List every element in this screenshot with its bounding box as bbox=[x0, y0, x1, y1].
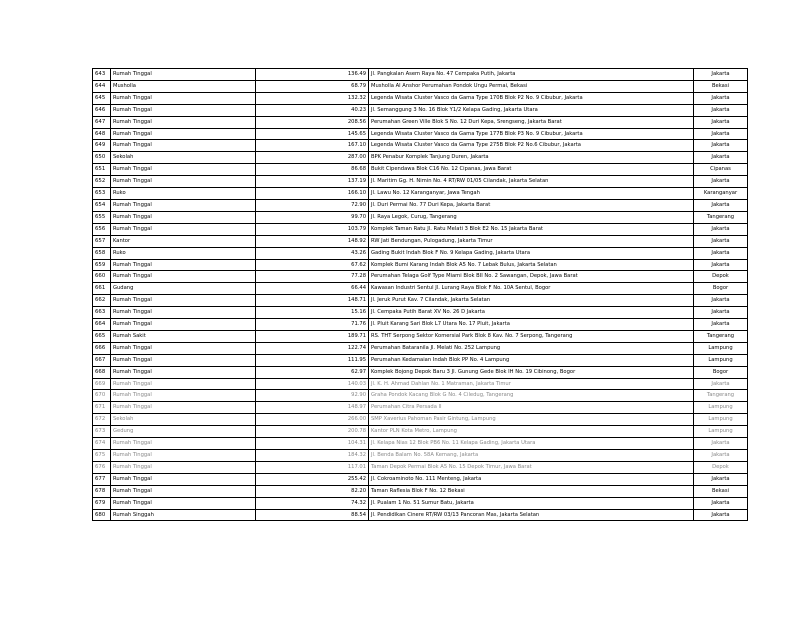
table-row bbox=[93, 426, 748, 438]
city-cell: Jakarta bbox=[694, 128, 748, 140]
row-number-cell: 650 bbox=[93, 152, 111, 164]
city-cell: Jakarta bbox=[694, 104, 748, 116]
table-row bbox=[93, 211, 748, 223]
address-cell: Jl. Semanggung 3 No. 16 Blok Y1/2 Kelapa Gading, Jakarta Utara bbox=[369, 104, 694, 116]
row-number-cell: 670 bbox=[93, 390, 111, 402]
building-type-cell: Rumah Tinggal bbox=[111, 319, 256, 331]
building-type-cell: Rumah Tinggal bbox=[111, 128, 256, 140]
building-type-cell: Rumah Tinggal bbox=[111, 438, 256, 450]
building-type-cell: Ruko bbox=[111, 247, 256, 259]
building-type-cell: Rumah Tinggal bbox=[111, 473, 256, 485]
address-cell: Kantor PLN Kota Metro, Lampung bbox=[369, 426, 694, 438]
building-type-cell: Musholla bbox=[111, 80, 256, 92]
city-cell: Bekasi bbox=[694, 80, 748, 92]
area-cell: 208.56 bbox=[256, 116, 369, 128]
city-cell: Jakarta bbox=[694, 438, 748, 450]
table-row bbox=[93, 438, 748, 450]
table-row bbox=[93, 509, 748, 521]
table-row bbox=[93, 152, 748, 164]
city-cell: Jakarta bbox=[694, 307, 748, 319]
table-row bbox=[93, 235, 748, 247]
address-cell: Komplek Bojong Depok Baru 3 Jl. Gunung Gede Blok IH No. 19 Cibinong, Bogor bbox=[369, 366, 694, 378]
city-cell: Bekasi bbox=[694, 485, 748, 497]
building-type-cell: Rumah Tinggal bbox=[111, 354, 256, 366]
city-cell: Tangerang bbox=[694, 211, 748, 223]
city-cell: Tangerang bbox=[694, 390, 748, 402]
address-cell: Jl. Cokroaminoto No. 111 Menteng, Jakarta bbox=[369, 473, 694, 485]
area-cell: 145.65 bbox=[256, 128, 369, 140]
building-type-cell: Sekolah bbox=[111, 152, 256, 164]
building-type-cell: Rumah Tinggal bbox=[111, 366, 256, 378]
city-cell: Depok bbox=[694, 271, 748, 283]
table-row bbox=[93, 414, 748, 426]
table-row bbox=[93, 247, 748, 259]
address-cell: Kawasan Industri Sentul Jl. Lurang Raya Blok F No. 10A Sentul, Bogor bbox=[369, 283, 694, 295]
building-type-cell: Rumah Tinggal bbox=[111, 497, 256, 509]
table-row bbox=[93, 402, 748, 414]
building-type-cell: Rumah Tinggal bbox=[111, 176, 256, 188]
area-cell: 88.54 bbox=[256, 509, 369, 521]
address-cell: RS. THT Serpong Sektor Komersial Park Blok 8 Kav. No. 7 Serpong, Tangerang bbox=[369, 330, 694, 342]
row-number-cell: 655 bbox=[93, 211, 111, 223]
address-cell: BPK Penabur Komplek Tanjung Duren, Jakarta bbox=[369, 152, 694, 164]
address-cell: Perumahan Green Ville Blok S No. 12 Duri Kepa, Srengseng, Jakarta Barat bbox=[369, 116, 694, 128]
row-number-cell: 654 bbox=[93, 199, 111, 211]
row-number-cell: 669 bbox=[93, 378, 111, 390]
building-type-cell: Rumah Tinggal bbox=[111, 295, 256, 307]
area-cell: 111.95 bbox=[256, 354, 369, 366]
city-cell: Jakarta bbox=[694, 116, 748, 128]
city-cell: Lampung bbox=[694, 354, 748, 366]
row-number-cell: 648 bbox=[93, 128, 111, 140]
row-number-cell: 644 bbox=[93, 80, 111, 92]
area-cell: 82.20 bbox=[256, 485, 369, 497]
city-cell: Lampung bbox=[694, 414, 748, 426]
city-cell: Jakarta bbox=[694, 247, 748, 259]
city-cell: Bogor bbox=[694, 366, 748, 378]
city-cell: Lampung bbox=[694, 426, 748, 438]
row-number-cell: 673 bbox=[93, 426, 111, 438]
area-cell: 104.31 bbox=[256, 438, 369, 450]
building-type-cell: Kantor bbox=[111, 235, 256, 247]
address-cell: Jl. Pluit Karang Sari Blok L7 Utara No. 17 Pluit, Jakarta bbox=[369, 319, 694, 331]
row-number-cell: 653 bbox=[93, 188, 111, 200]
address-cell: Jl. Lawu No. 12 Karanganyar, Jawa Tengah bbox=[369, 188, 694, 200]
row-number-cell: 645 bbox=[93, 92, 111, 104]
row-number-cell: 662 bbox=[93, 295, 111, 307]
building-type-cell: Rumah Tinggal bbox=[111, 164, 256, 176]
area-cell: 122.74 bbox=[256, 342, 369, 354]
table-row bbox=[93, 223, 748, 235]
city-cell: Jakarta bbox=[694, 69, 748, 81]
building-type-cell: Rumah Tinggal bbox=[111, 402, 256, 414]
city-cell: Jakarta bbox=[694, 473, 748, 485]
table-row bbox=[93, 295, 748, 307]
address-cell: Legenda Wisata Cluster Vasco da Gama Type 177B Blok P3 No. 9 Cibubur, Jakarta bbox=[369, 128, 694, 140]
row-number-cell: 657 bbox=[93, 235, 111, 247]
table-row bbox=[93, 366, 748, 378]
area-cell: 266.00 bbox=[256, 414, 369, 426]
area-cell: 71.76 bbox=[256, 319, 369, 331]
address-cell: Perumahan Telaga Golf Type Miami Blok BII No. 2 Sawangan, Depok, Jawa Barat bbox=[369, 271, 694, 283]
area-cell: 99.70 bbox=[256, 211, 369, 223]
address-cell: Jl. Kelapa Nias 12 Blok PB6 No. 11 Kelapa Gading, Jakarta Utara bbox=[369, 438, 694, 450]
area-cell: 43.26 bbox=[256, 247, 369, 259]
building-type-cell: Rumah Tinggal bbox=[111, 92, 256, 104]
address-cell: Musholla Al Anshor Perumahan Pondok Ungu Permai, Bekasi bbox=[369, 80, 694, 92]
city-cell: Jakarta bbox=[694, 509, 748, 521]
city-cell: Jakarta bbox=[694, 497, 748, 509]
area-cell: 148.71 bbox=[256, 295, 369, 307]
table-row bbox=[93, 176, 748, 188]
address-cell: Perumahan Citra Persada II bbox=[369, 402, 694, 414]
address-cell: Graha Pondok Kacang Blok G No. 4 Ciledug, Tangerang bbox=[369, 390, 694, 402]
address-cell: Jl. Jeruk Purut Kav. 7 Cilandak, Jakarta Selatan bbox=[369, 295, 694, 307]
building-type-cell: Rumah Tinggal bbox=[111, 378, 256, 390]
area-cell: 148.97 bbox=[256, 402, 369, 414]
row-number-cell: 652 bbox=[93, 176, 111, 188]
city-cell: Jakarta bbox=[694, 92, 748, 104]
building-type-cell: Rumah Tinggal bbox=[111, 342, 256, 354]
area-cell: 66.44 bbox=[256, 283, 369, 295]
area-cell: 184.32 bbox=[256, 450, 369, 462]
address-cell: Perumahan Bataranila Jl. Melati No. 252 Lampung bbox=[369, 342, 694, 354]
area-cell: 77.28 bbox=[256, 271, 369, 283]
address-cell: Jl. Cempaka Putih Barat XV No. 26 D Jakarta bbox=[369, 307, 694, 319]
area-cell: 117.01 bbox=[256, 461, 369, 473]
city-cell: Depok bbox=[694, 461, 748, 473]
building-type-cell: Rumah Tinggal bbox=[111, 140, 256, 152]
building-type-cell: Rumah Singgah bbox=[111, 509, 256, 521]
area-cell: 68.79 bbox=[256, 80, 369, 92]
building-type-cell: Rumah Tinggal bbox=[111, 223, 256, 235]
address-cell: Legenda Wisata Cluster Vasco da Gama Type 170B Blok P2 No. 9 Cibubur, Jakarta bbox=[369, 92, 694, 104]
row-number-cell: 680 bbox=[93, 509, 111, 521]
table-row bbox=[93, 461, 748, 473]
area-cell: 40.23 bbox=[256, 104, 369, 116]
table-row bbox=[93, 104, 748, 116]
area-cell: 72.90 bbox=[256, 199, 369, 211]
building-type-cell: Rumah Sakit bbox=[111, 330, 256, 342]
table-row bbox=[93, 92, 748, 104]
city-cell: Jakarta bbox=[694, 319, 748, 331]
city-cell: Cipanas bbox=[694, 164, 748, 176]
city-cell: Karanganyar bbox=[694, 188, 748, 200]
row-number-cell: 679 bbox=[93, 497, 111, 509]
city-cell: Lampung bbox=[694, 342, 748, 354]
building-type-cell: Rumah Tinggal bbox=[111, 461, 256, 473]
area-cell: 136.49 bbox=[256, 69, 369, 81]
row-number-cell: 667 bbox=[93, 354, 111, 366]
table-row bbox=[93, 485, 748, 497]
table-row bbox=[93, 342, 748, 354]
row-number-cell: 677 bbox=[93, 473, 111, 485]
row-number-cell: 666 bbox=[93, 342, 111, 354]
building-type-cell: Rumah Tinggal bbox=[111, 211, 256, 223]
address-cell: Taman Depok Permai Blok A5 No. 15 Depok Timur, Jawa Barat bbox=[369, 461, 694, 473]
area-cell: 67.62 bbox=[256, 259, 369, 271]
area-cell: 148.92 bbox=[256, 235, 369, 247]
building-type-cell: Rumah Tinggal bbox=[111, 390, 256, 402]
address-cell: Jl. Benda Balam No. 58A Kemang, Jakarta bbox=[369, 450, 694, 462]
project-list-table bbox=[92, 68, 748, 521]
city-cell: Jakarta bbox=[694, 152, 748, 164]
table-row bbox=[93, 164, 748, 176]
address-cell: Jl. Pangkalan Asem Raya No. 47 Cempaka Putih, Jakarta bbox=[369, 69, 694, 81]
area-cell: 86.68 bbox=[256, 164, 369, 176]
row-number-cell: 658 bbox=[93, 247, 111, 259]
table-row bbox=[93, 307, 748, 319]
city-cell: Jakarta bbox=[694, 295, 748, 307]
table-body bbox=[93, 69, 748, 521]
table-row bbox=[93, 259, 748, 271]
building-type-cell: Rumah Tinggal bbox=[111, 69, 256, 81]
building-type-cell: Rumah Tinggal bbox=[111, 485, 256, 497]
building-type-cell: Gedung bbox=[111, 426, 256, 438]
city-cell: Jakarta bbox=[694, 176, 748, 188]
row-number-cell: 674 bbox=[93, 438, 111, 450]
city-cell: Jakarta bbox=[694, 378, 748, 390]
address-cell: Jl. Raya Legok, Curug, Tangerang bbox=[369, 211, 694, 223]
area-cell: 189.71 bbox=[256, 330, 369, 342]
building-type-cell: Ruko bbox=[111, 188, 256, 200]
city-cell: Bogor bbox=[694, 283, 748, 295]
building-type-cell: Rumah Tinggal bbox=[111, 450, 256, 462]
row-number-cell: 668 bbox=[93, 366, 111, 378]
table-row bbox=[93, 140, 748, 152]
table-row bbox=[93, 354, 748, 366]
table-row bbox=[93, 450, 748, 462]
address-cell: RW Jati Bendungan, Pulogadung, Jakarta Timur bbox=[369, 235, 694, 247]
row-number-cell: 661 bbox=[93, 283, 111, 295]
address-cell: Legenda Wisata Cluster Vasco da Gama Type 275B Blok P2 No.6 Cibubur, Jakarta bbox=[369, 140, 694, 152]
address-cell: Gading Bukit Indah Blok F No. 9 Kelapa Gading, Jakarta Utara bbox=[369, 247, 694, 259]
table-row bbox=[93, 283, 748, 295]
table-row bbox=[93, 116, 748, 128]
row-number-cell: 651 bbox=[93, 164, 111, 176]
table-row bbox=[93, 390, 748, 402]
row-number-cell: 646 bbox=[93, 104, 111, 116]
row-number-cell: 665 bbox=[93, 330, 111, 342]
row-number-cell: 649 bbox=[93, 140, 111, 152]
table-row bbox=[93, 271, 748, 283]
row-number-cell: 656 bbox=[93, 223, 111, 235]
row-number-cell: 643 bbox=[93, 69, 111, 81]
building-type-cell: Sekolah bbox=[111, 414, 256, 426]
area-cell: 137.19 bbox=[256, 176, 369, 188]
area-cell: 287.00 bbox=[256, 152, 369, 164]
area-cell: 74.32 bbox=[256, 497, 369, 509]
table-row bbox=[93, 330, 748, 342]
address-cell: SMP Xaverius Pahoman Pasir Gintung, Lampung bbox=[369, 414, 694, 426]
row-number-cell: 663 bbox=[93, 307, 111, 319]
table-row bbox=[93, 378, 748, 390]
address-cell: Jl. Duri Permai No. 77 Duri Kepa, Jakarta Barat bbox=[369, 199, 694, 211]
area-cell: 140.03 bbox=[256, 378, 369, 390]
area-cell: 92.90 bbox=[256, 390, 369, 402]
address-cell: Jl. K. H. Ahmad Dahlan No. 1 Matraman, Jakarta Timur bbox=[369, 378, 694, 390]
table-row bbox=[93, 188, 748, 200]
area-cell: 167.10 bbox=[256, 140, 369, 152]
address-cell: Taman Raflesia Blok F No. 12 Bekasi bbox=[369, 485, 694, 497]
area-cell: 200.78 bbox=[256, 426, 369, 438]
area-cell: 62.97 bbox=[256, 366, 369, 378]
address-cell: Komplek Taman Ratu Jl. Ratu Melati 3 Blok E2 No. 15 Jakarta Barat bbox=[369, 223, 694, 235]
table-row bbox=[93, 128, 748, 140]
table-row bbox=[93, 69, 748, 81]
city-cell: Lampung bbox=[694, 402, 748, 414]
table-row bbox=[93, 497, 748, 509]
row-number-cell: 659 bbox=[93, 259, 111, 271]
row-number-cell: 647 bbox=[93, 116, 111, 128]
address-cell: Jl. Pualam 1 No. 51 Sumur Batu, Jakarta bbox=[369, 497, 694, 509]
table-row bbox=[93, 319, 748, 331]
city-cell: Tangerang bbox=[694, 330, 748, 342]
area-cell: 255.42 bbox=[256, 473, 369, 485]
area-cell: 15.16 bbox=[256, 307, 369, 319]
building-type-cell: Gudang bbox=[111, 283, 256, 295]
address-cell: Komplek Bumi Karang Indah Blok A5 No. 7 Lebak Bulus, Jakarta Selatan bbox=[369, 259, 694, 271]
table-row bbox=[93, 473, 748, 485]
city-cell: Jakarta bbox=[694, 140, 748, 152]
row-number-cell: 672 bbox=[93, 414, 111, 426]
city-cell: Jakarta bbox=[694, 199, 748, 211]
row-number-cell: 671 bbox=[93, 402, 111, 414]
row-number-cell: 675 bbox=[93, 450, 111, 462]
area-cell: 166.10 bbox=[256, 188, 369, 200]
address-cell: Bukit Cipendawa Blok C16 No. 12 Cipanas, Jawa Barat bbox=[369, 164, 694, 176]
row-number-cell: 660 bbox=[93, 271, 111, 283]
city-cell: Jakarta bbox=[694, 259, 748, 271]
table-row bbox=[93, 199, 748, 211]
table-row bbox=[93, 80, 748, 92]
row-number-cell: 664 bbox=[93, 319, 111, 331]
building-type-cell: Rumah Tinggal bbox=[111, 116, 256, 128]
row-number-cell: 678 bbox=[93, 485, 111, 497]
address-cell: Jl. Pendidikan Cinere RT/RW 03/13 Pancoran Mas, Jakarta Selatan bbox=[369, 509, 694, 521]
building-type-cell: Rumah Tinggal bbox=[111, 307, 256, 319]
building-type-cell: Rumah Tinggal bbox=[111, 271, 256, 283]
building-type-cell: Rumah Tinggal bbox=[111, 259, 256, 271]
area-cell: 132.32 bbox=[256, 92, 369, 104]
row-number-cell: 676 bbox=[93, 461, 111, 473]
city-cell: Jakarta bbox=[694, 223, 748, 235]
city-cell: Jakarta bbox=[694, 235, 748, 247]
building-type-cell: Rumah Tinggal bbox=[111, 199, 256, 211]
area-cell: 103.79 bbox=[256, 223, 369, 235]
address-cell: Perumahan Kedamaian Indah Blok PP No. 4 Lampung bbox=[369, 354, 694, 366]
address-cell: Jl. Maritim Gg. H. Nimin No. 4 RT/RW 01/05 Cilandak, Jakarta Selatan bbox=[369, 176, 694, 188]
city-cell: Jakarta bbox=[694, 450, 748, 462]
building-type-cell: Rumah Tinggal bbox=[111, 104, 256, 116]
